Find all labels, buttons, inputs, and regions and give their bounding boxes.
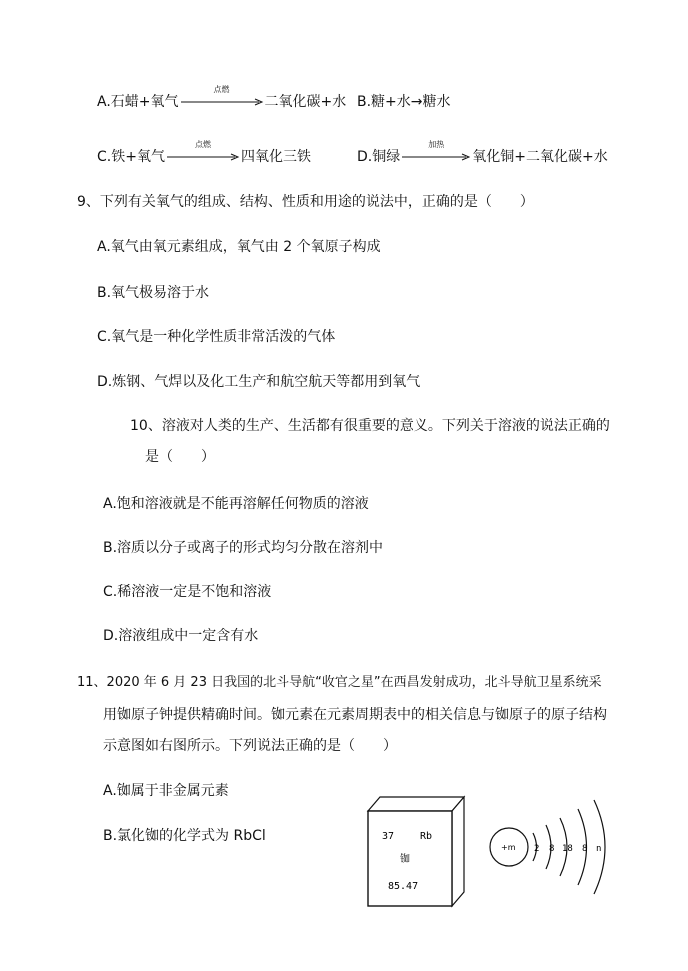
atomic-structure-diagram bbox=[490, 800, 605, 894]
arrow-icon bbox=[165, 153, 241, 161]
q9-option-b: B.氧气极易溶于水 bbox=[97, 285, 210, 301]
reaction-condition: 点燃 bbox=[194, 140, 211, 149]
q11-stem-line1: 11、2020 年 6 月 23 日我国的北斗导航“收官之星”在西昌发射成功，北斗导航卫星系统采 bbox=[77, 675, 602, 690]
atomic-mass: 85.47 bbox=[388, 881, 419, 892]
q9-option-c: C.氧气是一种化学性质非常活泼的气体 bbox=[97, 329, 336, 345]
q8-option-d-reactants: D.铜绿 bbox=[357, 149, 401, 165]
q10-stem-line1: 10、溶液对人类的生产、生活都有很重要的意义。下列关于溶液的说法正确的 bbox=[130, 418, 610, 434]
reaction-condition: 加热 bbox=[428, 140, 445, 149]
reaction-condition: 点燃 bbox=[213, 85, 230, 94]
atomic-number: 37 bbox=[382, 831, 395, 842]
q11-stem-line2: 用铷原子钟提供精确时间。铷元素在元素周期表中的相关信息与铷原子的原子结构 bbox=[103, 707, 607, 723]
q9-stem: 9、下列有关氧气的组成、结构、性质和用途的说法中，正确的是（ ） bbox=[77, 194, 534, 210]
shell-electron-count: 18 bbox=[562, 844, 573, 854]
q10-stem-line2: 是（ ） bbox=[145, 449, 215, 465]
q10-option-d: D.溶液组成中一定含有水 bbox=[103, 628, 259, 644]
q8-option-d bbox=[357, 140, 608, 167]
arrow-icon bbox=[179, 98, 265, 106]
q8-option-d-products: 氧化铜+二氧化碳+水 bbox=[472, 149, 608, 165]
shell-electron-count: 2 bbox=[534, 844, 540, 854]
reaction-arrow bbox=[179, 85, 265, 106]
q11-stem-line3: 示意图如右图所示。下列说法正确的是（ ） bbox=[103, 738, 397, 754]
reaction-arrow bbox=[400, 140, 472, 161]
q8-option-a-reactants: A.石蜡+氧气 bbox=[97, 94, 179, 110]
q10-option-b: B.溶质以分子或离子的形式均匀分散在溶剂中 bbox=[103, 540, 384, 556]
q10-option-a: A.饱和溶液就是不能再溶解任何物质的溶液 bbox=[103, 496, 369, 512]
element-name: 铷 bbox=[400, 854, 410, 865]
q9-option-a: A.氧气由氧元素组成，氧气由 2 个氧原子构成 bbox=[97, 239, 381, 255]
element-card bbox=[368, 797, 464, 906]
q8-option-c-reactants: C.铁+氧气 bbox=[97, 149, 165, 165]
q8-option-a bbox=[97, 85, 347, 112]
q8-option-c-products: 四氧化三铁 bbox=[240, 149, 311, 165]
shell-electron-count: n bbox=[596, 844, 602, 854]
arrow-icon bbox=[400, 153, 472, 161]
shell-electron-count: 8 bbox=[582, 844, 588, 854]
q8-option-c bbox=[97, 140, 311, 167]
q8-option-a-products: 二氧化碳+水 bbox=[264, 94, 347, 110]
element-symbol: Rb bbox=[420, 831, 433, 842]
q10-option-c: C.稀溶液一定是不饱和溶液 bbox=[103, 584, 272, 600]
q8-option-b: B.糖+水→糖水 bbox=[357, 94, 451, 110]
nucleus-charge: +m bbox=[501, 843, 516, 852]
q11-option-b: B.氯化铷的化学式为 RbCl bbox=[103, 828, 266, 844]
shell-electron-count: 8 bbox=[549, 844, 555, 854]
rubidium-figure bbox=[360, 795, 620, 910]
reaction-arrow bbox=[165, 140, 241, 161]
q11-option-a: A.铷属于非金属元素 bbox=[103, 783, 229, 799]
q9-option-d: D.炼钢、气焊以及化工生产和航空航天等都用到氧气 bbox=[97, 374, 421, 390]
